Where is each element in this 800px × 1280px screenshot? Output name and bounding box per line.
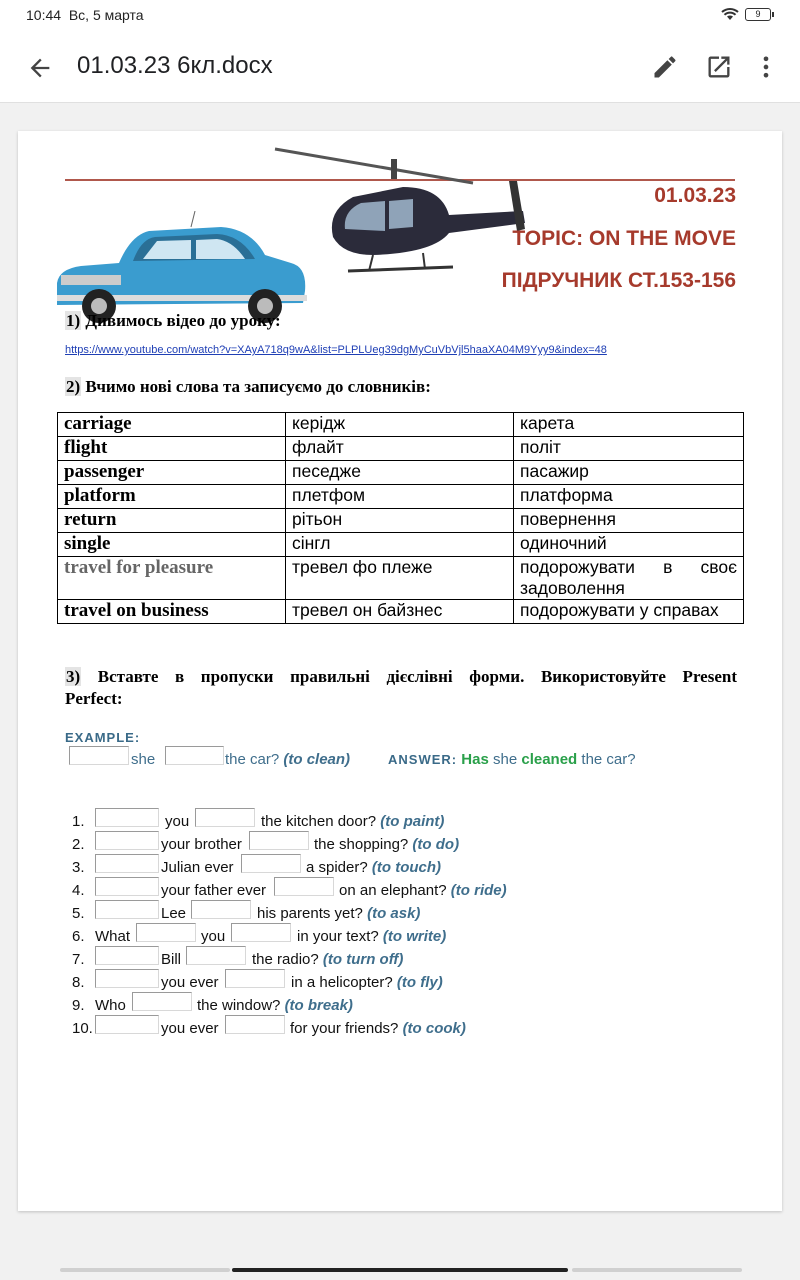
section-3-heading-cont: Perfect:	[65, 689, 123, 708]
document-title: 01.03.23 6кл.docx	[77, 52, 273, 79]
table-row	[58, 600, 744, 624]
word-en: passenger	[58, 461, 286, 485]
document-page	[18, 131, 782, 1211]
exercise-text: your brother	[161, 836, 242, 853]
exercise-text: Julian ever	[161, 859, 234, 876]
table-row	[58, 437, 744, 461]
answer-blank[interactable]	[241, 854, 301, 873]
exercise-text: in a helicopter? (to fly)	[291, 974, 443, 991]
answer-blank[interactable]	[136, 923, 196, 942]
example-word: she	[131, 751, 156, 768]
word-translation: платформа	[514, 485, 744, 509]
exercise-number: 9.	[72, 997, 85, 1014]
header-date: 01.03.23	[654, 184, 736, 207]
exercise-text: the shopping? (to do)	[314, 836, 460, 853]
answer-blank[interactable]	[95, 877, 159, 896]
word-transcription: тревел фо плеже	[286, 557, 514, 600]
exercise-text: a spider? (to touch)	[306, 859, 442, 876]
helicopter-image	[273, 141, 533, 291]
word-translation: подорожувати у справах	[514, 600, 744, 624]
exercise-text: the radio? (to turn off)	[252, 951, 404, 968]
answer-blank[interactable]	[274, 877, 334, 896]
example-label: EXAMPLE:	[65, 730, 141, 745]
exercise-text: you	[165, 813, 190, 830]
app-bar	[0, 32, 800, 103]
status-time: 10:44 Вс, 5 марта	[26, 7, 144, 23]
exercise-number: 7.	[72, 951, 85, 968]
table-row	[58, 557, 744, 600]
exercise-text: you	[201, 928, 226, 945]
car-image	[51, 211, 311, 326]
word-en: platform	[58, 485, 286, 509]
section-2-heading: 2) Вчимо нові слова та записуємо до словників:	[66, 377, 431, 396]
wifi-icon	[720, 6, 740, 22]
word-en: travel for pleasure	[58, 557, 286, 600]
open-external-icon[interactable]	[705, 53, 733, 81]
table-row	[58, 485, 744, 509]
exercise-text: the kitchen door? (to paint)	[261, 813, 445, 830]
exercise-number: 5.	[72, 905, 85, 922]
answer-blank[interactable]	[95, 831, 159, 850]
exercise-text: you ever	[161, 974, 219, 991]
exercise-text: What	[95, 928, 131, 945]
answer-blank[interactable]	[132, 992, 192, 1011]
header-topic: TOPIC: ON THE MOVE	[512, 227, 736, 250]
table-row	[58, 461, 744, 485]
answer-blank[interactable]	[95, 946, 159, 965]
table-row	[58, 533, 744, 557]
word-transcription: песедже	[286, 461, 514, 485]
word-translation: політ	[514, 437, 744, 461]
word-en: return	[58, 509, 286, 533]
exercise-text: on an elephant? (to ride)	[339, 882, 507, 899]
section-3-heading: 3) Вставте в пропуски правильні дієслівні форми. Використовуйте Present	[66, 667, 738, 686]
more-vert-icon[interactable]	[752, 53, 780, 81]
exercise-number: 6.	[72, 928, 85, 945]
word-transcription: тревел он байзнес	[286, 600, 514, 624]
exercise-text: your father ever	[161, 882, 267, 899]
word-en: single	[58, 533, 286, 557]
word-transcription: флайт	[286, 437, 514, 461]
word-translation: пасажир	[514, 461, 744, 485]
exercise-number: 3.	[72, 859, 85, 876]
exercise-text: Bill	[161, 951, 182, 968]
answer-blank[interactable]	[95, 900, 159, 919]
exercise-number: 10.	[72, 1020, 93, 1037]
scroll-track-left	[60, 1268, 230, 1272]
word-transcription: плетфом	[286, 485, 514, 509]
exercise-text: his parents yet? (to ask)	[257, 905, 421, 922]
word-transcription: керідж	[286, 413, 514, 437]
edit-pencil-icon[interactable]	[651, 53, 679, 81]
table-row	[58, 413, 744, 437]
answer-blank[interactable]	[195, 808, 255, 827]
home-gesture-bar[interactable]	[232, 1268, 568, 1272]
example-text: the car? (to clean)	[225, 751, 351, 768]
exercise-text: the window? (to break)	[197, 997, 353, 1014]
exercise-number: 1.	[72, 813, 85, 830]
exercise-text: Lee	[161, 905, 187, 922]
answer-blank[interactable]	[95, 854, 159, 873]
answer-blank[interactable]	[249, 831, 309, 850]
example-blank-2[interactable]	[165, 746, 224, 765]
exercise-text: in your text? (to write)	[297, 928, 447, 945]
word-en: carriage	[58, 413, 286, 437]
status-bar	[0, 0, 800, 32]
example-blank-1[interactable]	[69, 746, 129, 765]
word-translation: повернення	[514, 509, 744, 533]
word-transcription: рітьон	[286, 509, 514, 533]
exercise-text: you ever	[161, 1020, 219, 1037]
example-answer: ANSWER: Has she cleaned the car?	[388, 751, 636, 768]
exercise-number: 2.	[72, 836, 85, 853]
answer-blank[interactable]	[186, 946, 246, 965]
word-en: travel on business	[58, 600, 286, 624]
word-translation: карета	[514, 413, 744, 437]
answer-blank[interactable]	[225, 969, 285, 988]
word-translation: подорожувати в своє задоволення	[514, 557, 744, 600]
answer-blank[interactable]	[225, 1015, 285, 1034]
table-row	[58, 509, 744, 533]
answer-blank[interactable]	[231, 923, 291, 942]
exercise-text: Who	[95, 997, 126, 1014]
exercise-number: 4.	[72, 882, 85, 899]
scroll-track-right	[572, 1268, 742, 1272]
video-link[interactable]: https://www.youtube.com/watch?v=XAyA718q9wA&list=PLPLUeg39dgMyCuVbVjl5haaXA04M9Yyy9&index=48	[65, 344, 607, 356]
back-arrow-icon[interactable]	[26, 54, 54, 82]
answer-blank[interactable]	[95, 1015, 159, 1034]
answer-blank[interactable]	[95, 969, 159, 988]
battery-icon: 9	[745, 8, 771, 21]
word-translation: одиночний	[514, 533, 744, 557]
vocabulary-table	[57, 412, 744, 624]
section-1-heading: 1) Дивимось відео до уроку:	[66, 311, 281, 330]
header-textbook: ПІДРУЧНИК СТ.153-156	[501, 269, 736, 292]
word-en: flight	[58, 437, 286, 461]
system-nav-bar	[0, 1262, 800, 1280]
word-transcription: сінгл	[286, 533, 514, 557]
answer-blank[interactable]	[95, 808, 159, 827]
exercise-number: 8.	[72, 974, 85, 991]
exercise-text: for your friends? (to cook)	[290, 1020, 466, 1037]
answer-blank[interactable]	[191, 900, 251, 919]
